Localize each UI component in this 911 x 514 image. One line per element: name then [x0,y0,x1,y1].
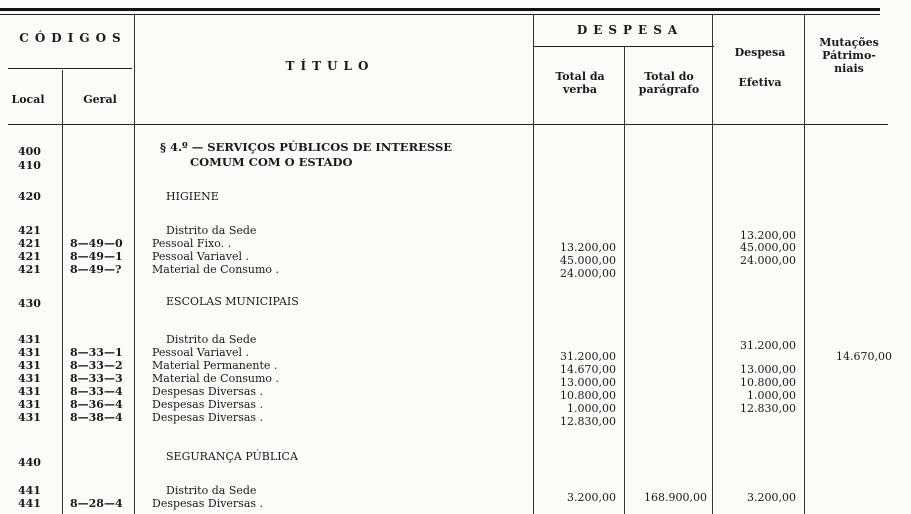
row-total-verba: 24.000,00 [560,267,616,280]
row-total-verba: 14.670,00 [560,363,616,376]
row-despesa-efetiva: 13.000,00 [740,363,796,376]
row-local-code: 431 [18,385,41,398]
row-local-code: 421 [18,224,41,237]
row-titulo: Distrito da Sede [166,224,257,237]
row-local-code: 421 [18,263,41,276]
total-verba-header: Total da verba [555,70,605,96]
section-400-title-1: § 4.º — SERVIÇOS PÚBLICOS DE INTERESSE [160,140,453,154]
mutacoes-header: Mutações Pátrimo- niais [819,36,879,75]
row-geral-code: 8—28—4 [70,497,123,510]
section-400-local: 400 [18,145,41,158]
row-geral-code: 8—33—2 [70,359,123,372]
row-despesa-efetiva: 45.000,00 [740,241,796,254]
local-header: Local [11,93,45,106]
row-despesa-efetiva: 31.200,00 [740,339,796,352]
row-mutacoes [808,350,892,363]
row-local-code: 431 [18,398,41,411]
row-local-code: 431 [18,333,41,346]
row-total-paragrafo [630,254,707,267]
row-total-paragrafo [630,389,707,402]
section-400-title-2: COMUM COM O ESTADO [190,155,353,169]
row-local-code: 431 [18,411,41,424]
row-geral-code [70,333,130,346]
codigos-rule [8,68,132,69]
row-local-code: 421 [18,250,41,263]
row-titulo: Despesas Diversas . ..... [152,411,527,424]
row-total-paragrafo [630,350,707,363]
section-420-title: HIGIENE [166,190,219,203]
row-geral-code: 8—33—3 [70,372,123,385]
row-titulo: Distrito da Sede [166,333,257,346]
row-total-paragrafo: 168.900,00 [644,491,707,504]
row-total-paragrafo [630,267,707,280]
row-titulo: Despesas Diversas . ..... [152,497,527,510]
row-geral-code [70,484,130,497]
col-rule-geral [134,14,135,514]
row-despesa-efetiva: 12.830,00 [740,402,796,415]
row-despesa-efetiva: 24.000,00 [740,254,796,267]
row-total-verba: 12.830,00 [560,415,616,428]
row-local-code: 441 [18,484,41,497]
row-geral-code: 8—49—? [70,263,122,276]
row-local-code: 441 [18,497,41,510]
row-local-code: 431 [18,359,41,372]
row-total-verba: 10.800,00 [560,389,616,402]
row-titulo: Distrito da Sede [166,484,257,497]
row-geral-code [70,224,130,237]
col-rule-efetiva [804,14,805,514]
header-bottom-rule [8,124,888,125]
row-total-verba: 13.200,00 [560,241,616,254]
row-geral-code: 8—36—4 [70,398,123,411]
section-440-title: SEGURANÇA PÚBLICA [166,450,298,463]
total-paragrafo-header: Total do parágrafo [638,70,700,96]
section-440-local: 440 [18,456,41,469]
row-total-paragrafo [630,415,707,428]
row-local-code: 421 [18,237,41,250]
row-geral-code: 8—49—0 [70,237,123,250]
geral-header: Geral [83,93,117,106]
row-despesa-efetiva: 1.000,00 [747,389,796,402]
section-420-local: 420 [18,190,41,203]
codigos-header: CÓDIGOS [19,31,127,45]
row-titulo: Pessoal Variavel . ..... [152,250,527,263]
col-rule-paragrafo [712,14,713,514]
despesa-efetiva-header: Despesa Efetiva [734,46,786,89]
top-rule-thin [0,14,880,15]
row-geral-code: 8—49—1 [70,250,123,263]
col-rule-titulo [533,14,534,514]
row-geral-code: 8—33—4 [70,385,123,398]
col-rule-local [62,70,63,514]
titulo-header: TÍTULO [285,59,375,73]
row-total-paragrafo [630,241,707,254]
section-430-title: ESCOLAS MUNICIPAIS [166,295,299,308]
row-total-verba: 13.000,00 [560,376,616,389]
row-total-paragrafo [630,363,707,376]
row-total-paragrafo [630,402,707,415]
row-local-code: 431 [18,372,41,385]
row-total-verba: 1.000,00 [567,402,616,415]
row-titulo: Despesas Diversas . ..... [152,398,527,411]
row-despesa-efetiva [720,346,796,359]
row-total-verba: 3.200,00 [567,491,616,504]
row-despesa-efetiva: 10.800,00 [740,376,796,389]
row-titulo: Material de Consumo . ..... [152,372,527,385]
section-410-local: 410 [18,159,41,172]
row-titulo: Material de Consumo . ..... [152,263,527,276]
row-titulo: Despesas Diversas . ..... [152,385,527,398]
top-rule-thick [0,8,880,11]
row-total-verba: 31.200,00 [560,350,616,363]
row-despesa-efetiva: 13.200,00 [740,229,796,242]
row-mutacoes: 14.670,00 [836,350,892,363]
row-geral-code: 8—38—4 [70,411,123,424]
col-rule-verba [624,47,625,514]
row-titulo: Pessoal Fixo. . ..... [152,237,527,250]
row-total-paragrafo [630,376,707,389]
despesa-header: DESPESA [576,23,684,37]
row-total-verba: 45.000,00 [560,254,616,267]
row-despesa-efetiva [720,415,796,428]
row-titulo: Pessoal Variavel . ..... [152,346,527,359]
row-geral-code: 8—33—1 [70,346,123,359]
row-despesa-efetiva [720,267,796,280]
row-despesa-efetiva: 3.200,00 [747,491,796,504]
row-titulo: Material Permanente . ..... [152,359,527,372]
row-local-code: 431 [18,346,41,359]
section-430-local: 430 [18,297,41,310]
